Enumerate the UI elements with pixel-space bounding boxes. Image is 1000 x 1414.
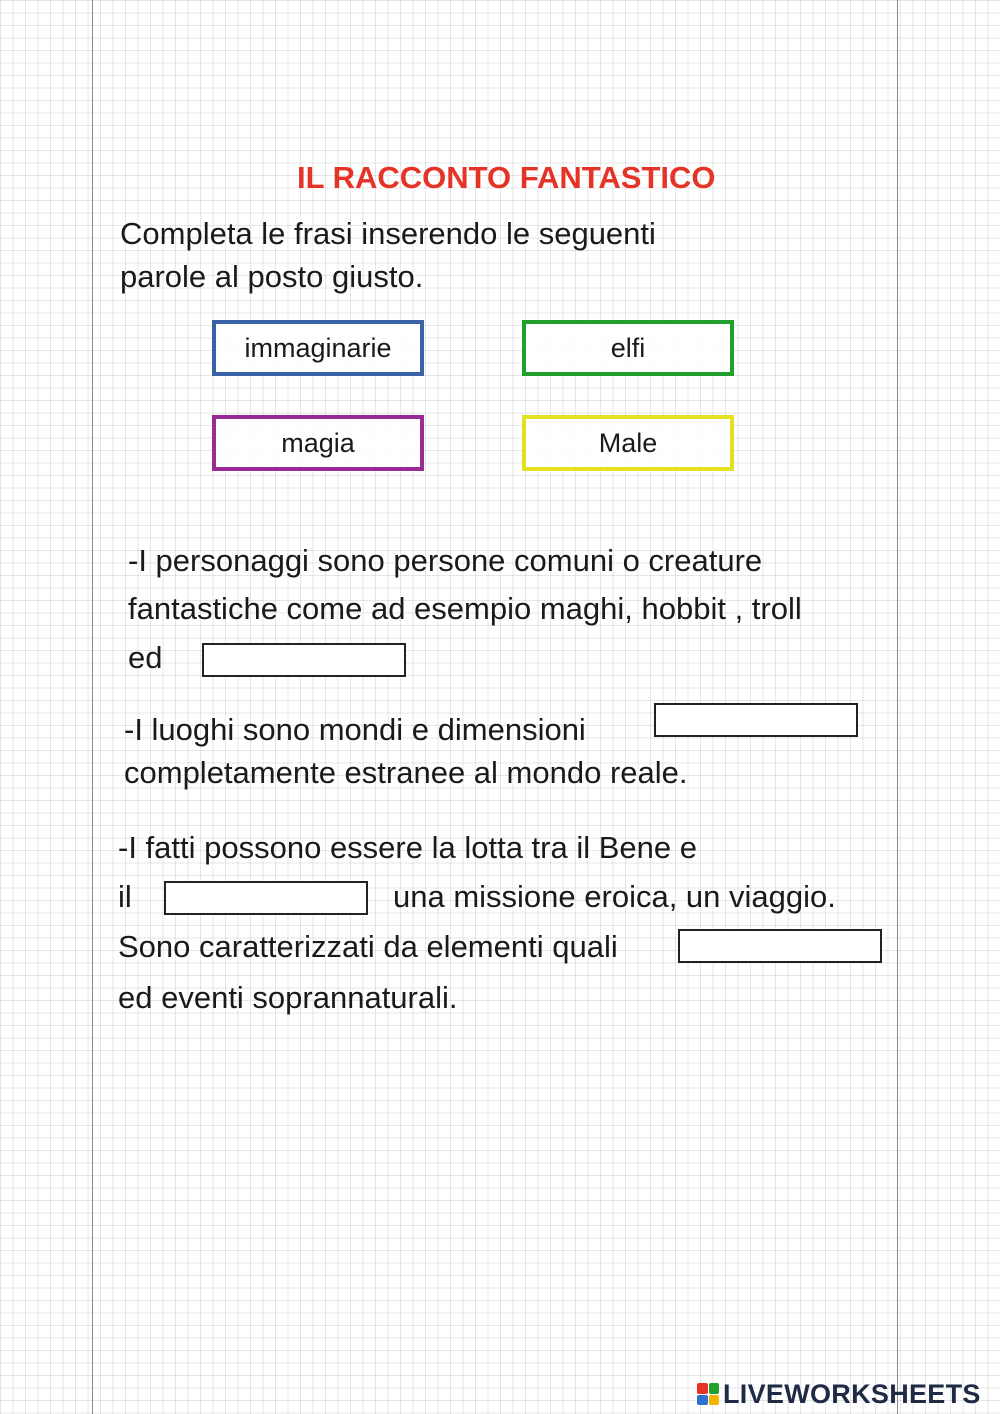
word-male[interactable]: Male bbox=[522, 415, 734, 471]
instructions-line-2: parole al posto giusto. bbox=[120, 259, 424, 294]
margin-line-right bbox=[897, 0, 898, 1414]
answer-blank-1[interactable] bbox=[202, 643, 406, 677]
answer-blank-4[interactable] bbox=[678, 929, 882, 963]
sentence-3-line-3: Sono caratterizzati da elementi quali bbox=[118, 929, 618, 964]
instructions-line-1: Completa le frasi inserendo le seguenti bbox=[120, 216, 656, 251]
answer-blank-3[interactable] bbox=[164, 881, 368, 915]
sentence-2-line-1: -I luoghi sono mondi e dimensioni bbox=[124, 712, 586, 747]
margin-line-left bbox=[92, 0, 93, 1414]
sentence-3-line-1: -I fatti possono essere la lotta tra il Bene e bbox=[118, 830, 697, 865]
liveworksheets-logo-icon bbox=[697, 1383, 719, 1405]
sentence-3-line-2-end: una missione eroica, un viaggio. bbox=[393, 879, 836, 914]
sentence-1-line-3: ed bbox=[128, 640, 163, 675]
logo-text: LIVEWORKSHEETS bbox=[723, 1378, 981, 1409]
instructions bbox=[120, 212, 656, 298]
sentence-1-line-1: -I personaggi sono persone comuni o creature bbox=[128, 543, 763, 578]
word-elfi[interactable]: elfi bbox=[522, 320, 734, 376]
word-immaginarie[interactable]: immaginarie bbox=[212, 320, 424, 376]
sentence-2-line-2: completamente estranee al mondo reale. bbox=[124, 755, 688, 790]
liveworksheets-logo bbox=[697, 1379, 981, 1409]
sentence-1-line-2: fantastiche come ad esempio maghi, hobbit , troll bbox=[128, 591, 802, 626]
answer-blank-2[interactable] bbox=[654, 703, 858, 737]
worksheet-title: IL RACCONTO FANTASTICO bbox=[297, 160, 716, 195]
word-magia[interactable]: magia bbox=[212, 415, 424, 471]
sentence-3-line-2-start: il bbox=[118, 879, 132, 914]
sentence-3-line-4: ed eventi soprannaturali. bbox=[118, 980, 458, 1015]
